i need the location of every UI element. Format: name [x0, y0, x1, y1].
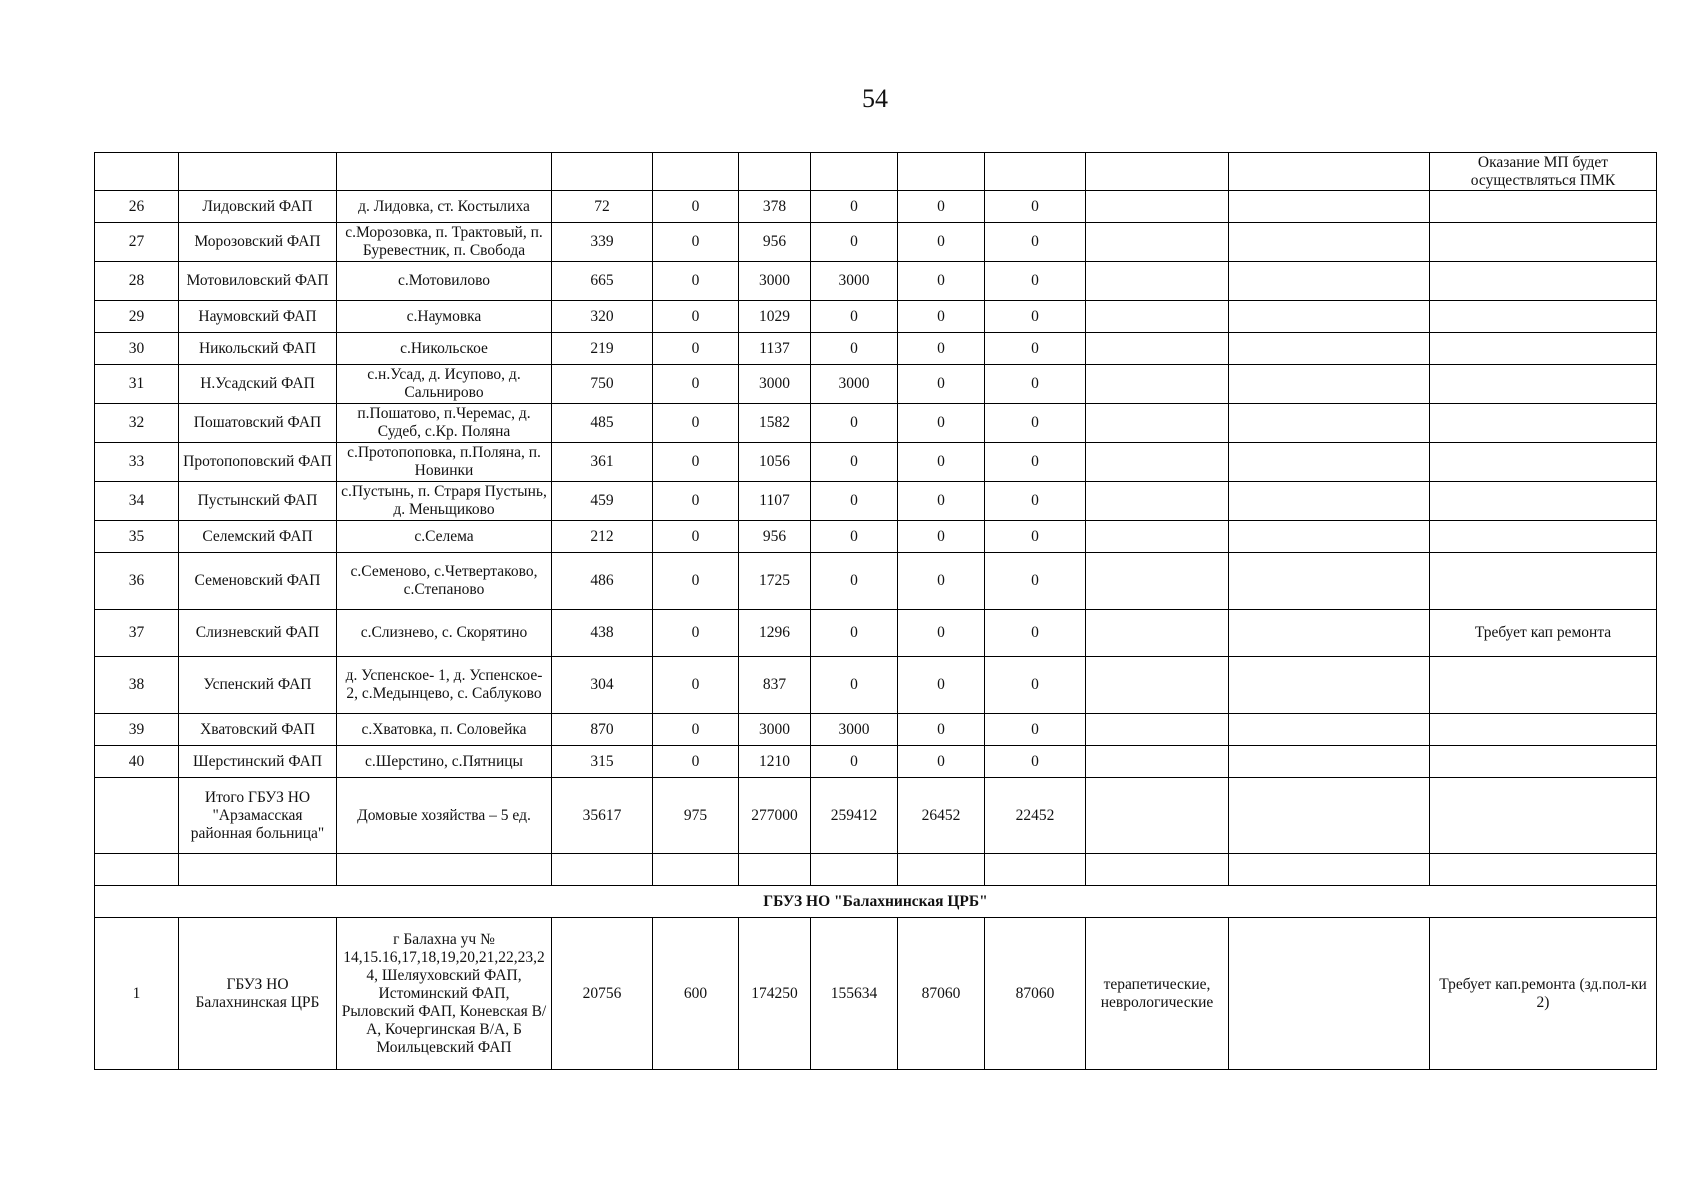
cell-empty: [1086, 854, 1229, 886]
cell-c9: 0: [985, 521, 1086, 553]
cell-c7: 3000: [811, 714, 898, 746]
cell-note: [1430, 301, 1657, 333]
cell-c8: 0: [898, 443, 985, 482]
cell-note: [1430, 262, 1657, 301]
cell-name: Никольский ФАП: [179, 333, 337, 365]
cell-c6: 1137: [739, 333, 811, 365]
page-number: 54: [862, 84, 888, 113]
continuation-row: [95, 153, 1657, 191]
table-row: [95, 746, 1657, 778]
cell-c6: 3000: [739, 262, 811, 301]
cell-c4: 485: [552, 404, 653, 443]
cell-c7: 0: [811, 404, 898, 443]
cell-num: 29: [95, 301, 179, 333]
table-row: [95, 553, 1657, 610]
cell-c4: 320: [552, 301, 653, 333]
cell-c11: [1229, 262, 1430, 301]
cell-empty: [337, 854, 552, 886]
cell-empty: [552, 153, 653, 191]
cell-num: 35: [95, 521, 179, 553]
cell-c9: 22452: [985, 778, 1086, 854]
cell-c6: 3000: [739, 365, 811, 404]
cell-c6: 174250: [739, 918, 811, 1070]
cell-c7: 0: [811, 301, 898, 333]
cell-name: Шерстинский ФАП: [179, 746, 337, 778]
cell-num: 33: [95, 443, 179, 482]
cell-c5: 0: [653, 333, 739, 365]
cell-c9: 0: [985, 657, 1086, 714]
cell-c10: [1086, 365, 1229, 404]
cell-c4: 438: [552, 610, 653, 657]
cell-num: 40: [95, 746, 179, 778]
cell-settlements: с.Никольское: [337, 333, 552, 365]
cell-note: [1430, 191, 1657, 223]
cell-c11: [1229, 301, 1430, 333]
cell-name: Пустынский ФАП: [179, 482, 337, 521]
cell-empty: [95, 854, 179, 886]
cell-empty: [898, 854, 985, 886]
cell-empty: [811, 854, 898, 886]
cell-name: Морозовский ФАП: [179, 223, 337, 262]
cell-name: Семеновский ФАП: [179, 553, 337, 610]
cell-empty: [552, 854, 653, 886]
table-row: [95, 223, 1657, 262]
cell-num: 1: [95, 918, 179, 1070]
cell-settlements: п.Пошатово, п.Черемас, д. Судеб, с.Кр. Поляна: [337, 404, 552, 443]
cell-name: Успенский ФАП: [179, 657, 337, 714]
cell-empty: [739, 854, 811, 886]
cell-c9: 0: [985, 482, 1086, 521]
cell-c8: 0: [898, 333, 985, 365]
cell-settlements: с.Хватовка, п. Соловейка: [337, 714, 552, 746]
cell-name: Пошатовский ФАП: [179, 404, 337, 443]
cell-c9: 87060: [985, 918, 1086, 1070]
cell-settlements: с.Протопоповка, п.Поляна, п. Новинки: [337, 443, 552, 482]
cell-c11: [1229, 191, 1430, 223]
cell-c5: 0: [653, 746, 739, 778]
cell-c11: [1229, 333, 1430, 365]
cell-c8: 87060: [898, 918, 985, 1070]
cell-num: 37: [95, 610, 179, 657]
table-row: [95, 262, 1657, 301]
spacer-row: [95, 854, 1657, 886]
cell-note: Оказание МП будет осуществляться ПМК: [1430, 153, 1657, 191]
cell-name: Мотовиловский ФАП: [179, 262, 337, 301]
cell-c4: 665: [552, 262, 653, 301]
cell-c7: 0: [811, 333, 898, 365]
cell-c4: 212: [552, 521, 653, 553]
table-row: [95, 301, 1657, 333]
cell-empty: [95, 153, 179, 191]
cell-c9: 0: [985, 333, 1086, 365]
cell-c7: 0: [811, 482, 898, 521]
cell-c9: 0: [985, 301, 1086, 333]
cell-c9: 0: [985, 262, 1086, 301]
cell-c6: 277000: [739, 778, 811, 854]
cell-c8: 0: [898, 482, 985, 521]
cell-settlements: с.Селема: [337, 521, 552, 553]
cell-c8: 0: [898, 262, 985, 301]
cell-c7: 3000: [811, 262, 898, 301]
cell-name: Протопоповский ФАП: [179, 443, 337, 482]
table-row: [95, 918, 1657, 1070]
table-row: [95, 521, 1657, 553]
cell-c4: 219: [552, 333, 653, 365]
cell-c11: [1229, 404, 1430, 443]
cell-c10: [1086, 333, 1229, 365]
cell-c9: 0: [985, 746, 1086, 778]
table-row: [95, 404, 1657, 443]
cell-note: [1430, 521, 1657, 553]
cell-empty: [1430, 854, 1657, 886]
cell-c10: [1086, 714, 1229, 746]
cell-c8: 0: [898, 223, 985, 262]
cell-settlements: с.Семеново, с.Четвертаково, с.Степаново: [337, 553, 552, 610]
cell-c5: 0: [653, 714, 739, 746]
cell-c9: 0: [985, 553, 1086, 610]
cell-c9: 0: [985, 365, 1086, 404]
cell-c7: 155634: [811, 918, 898, 1070]
cell-c11: [1229, 521, 1430, 553]
cell-num: 38: [95, 657, 179, 714]
table-row: [95, 443, 1657, 482]
cell-c6: 1029: [739, 301, 811, 333]
cell-num: 31: [95, 365, 179, 404]
cell-c10: [1086, 482, 1229, 521]
cell-c5: 0: [653, 657, 739, 714]
cell-settlements: с.Морозовка, п. Трактовый, п. Буревестник, п. Свобода: [337, 223, 552, 262]
cell-c8: 0: [898, 657, 985, 714]
cell-num: 27: [95, 223, 179, 262]
cell-c8: 0: [898, 365, 985, 404]
table-row: [95, 191, 1657, 223]
cell-c6: 1725: [739, 553, 811, 610]
cell-c10: [1086, 521, 1229, 553]
cell-c5: 600: [653, 918, 739, 1070]
cell-note: [1430, 746, 1657, 778]
cell-settlements: с.Пустынь, п. Страря Пустынь, д. Меньщиково: [337, 482, 552, 521]
cell-c5: 0: [653, 365, 739, 404]
cell-c9: 0: [985, 443, 1086, 482]
cell-settlements: Домовые хозяйства – 5 ед.: [337, 778, 552, 854]
cell-empty: [653, 854, 739, 886]
cell-c11: [1229, 365, 1430, 404]
cell-num: 28: [95, 262, 179, 301]
cell-c7: 0: [811, 553, 898, 610]
cell-c5: 0: [653, 191, 739, 223]
cell-c10: [1086, 191, 1229, 223]
cell-c11: [1229, 443, 1430, 482]
cell-c10: терапетические, неврологические: [1086, 918, 1229, 1070]
cell-c10: [1086, 610, 1229, 657]
cell-note: [1430, 365, 1657, 404]
cell-note: Требует кап.ремонта (зд.пол-ки 2): [1430, 918, 1657, 1070]
cell-num: 39: [95, 714, 179, 746]
cell-c9: 0: [985, 404, 1086, 443]
cell-c6: 1107: [739, 482, 811, 521]
cell-c6: 837: [739, 657, 811, 714]
cell-c5: 0: [653, 610, 739, 657]
cell-settlements: д. Лидовка, ст. Костылиха: [337, 191, 552, 223]
cell-c7: 0: [811, 223, 898, 262]
cell-c8: 0: [898, 553, 985, 610]
cell-empty: [179, 854, 337, 886]
cell-c8: 0: [898, 191, 985, 223]
cell-settlements: с.Шерстино, с.Пятницы: [337, 746, 552, 778]
cell-settlements: г Балахна уч № 14,15.16,17,18,19,20,21,22,23,24, Шеляуховский ФАП, Истоминский ФАП, Рыловский ФАП, Коневская В/А, Кочергинская В/А, Б Моильцевский ФАП: [337, 918, 552, 1070]
cell-empty: [739, 153, 811, 191]
cell-c11: [1229, 482, 1430, 521]
cell-c6: 956: [739, 521, 811, 553]
cell-note: [1430, 223, 1657, 262]
cell-num: 34: [95, 482, 179, 521]
cell-empty: [985, 153, 1086, 191]
cell-note: [1430, 714, 1657, 746]
cell-c7: 3000: [811, 365, 898, 404]
cell-c5: 0: [653, 301, 739, 333]
cell-c5: 0: [653, 262, 739, 301]
cell-empty: [1229, 153, 1430, 191]
cell-c7: 0: [811, 746, 898, 778]
cell-c8: 0: [898, 610, 985, 657]
cell-c5: 0: [653, 443, 739, 482]
cell-c4: 304: [552, 657, 653, 714]
cell-c9: 0: [985, 610, 1086, 657]
cell-empty: [1086, 153, 1229, 191]
cell-num: 32: [95, 404, 179, 443]
cell-c11: [1229, 778, 1430, 854]
table-row: [95, 657, 1657, 714]
cell-c6: 1582: [739, 404, 811, 443]
cell-name: Итого ГБУЗ НО "Арзамасская районная больница": [179, 778, 337, 854]
table-row: [95, 714, 1657, 746]
cell-name: Н.Усадский ФАП: [179, 365, 337, 404]
facilities-table: [94, 152, 1657, 1070]
cell-note: Требует кап ремонта: [1430, 610, 1657, 657]
cell-c10: [1086, 657, 1229, 714]
cell-c10: [1086, 746, 1229, 778]
cell-note: [1430, 553, 1657, 610]
cell-name: Лидовский ФАП: [179, 191, 337, 223]
cell-c5: 0: [653, 223, 739, 262]
table-row: [95, 610, 1657, 657]
cell-name: ГБУЗ НО Балахнинская ЦРБ: [179, 918, 337, 1070]
table-row: [95, 482, 1657, 521]
table-row: [95, 333, 1657, 365]
cell-num: 26: [95, 191, 179, 223]
cell-c7: 0: [811, 191, 898, 223]
cell-c5: 0: [653, 404, 739, 443]
cell-c4: 72: [552, 191, 653, 223]
cell-note: [1430, 482, 1657, 521]
cell-settlements: с.н.Усад, д. Исупово, д. Сальнирово: [337, 365, 552, 404]
cell-name: Хватовский ФАП: [179, 714, 337, 746]
cell-empty: [1229, 854, 1430, 886]
cell-c4: 459: [552, 482, 653, 521]
table-row: [95, 365, 1657, 404]
cell-c7: 0: [811, 521, 898, 553]
cell-c4: 315: [552, 746, 653, 778]
total-row: [95, 778, 1657, 854]
cell-num: 36: [95, 553, 179, 610]
cell-settlements: с.Наумовка: [337, 301, 552, 333]
cell-c8: 0: [898, 714, 985, 746]
section-row: [95, 886, 1657, 918]
cell-c4: 750: [552, 365, 653, 404]
cell-c6: 956: [739, 223, 811, 262]
cell-c9: 0: [985, 191, 1086, 223]
cell-empty: [179, 153, 337, 191]
cell-c7: 259412: [811, 778, 898, 854]
cell-c5: 0: [653, 553, 739, 610]
cell-note: [1430, 404, 1657, 443]
cell-c7: 0: [811, 443, 898, 482]
cell-settlements: с.Слизнево, с. Скорятино: [337, 610, 552, 657]
cell-c10: [1086, 443, 1229, 482]
cell-name: Селемский ФАП: [179, 521, 337, 553]
cell-note: [1430, 443, 1657, 482]
cell-c9: 0: [985, 714, 1086, 746]
cell-num: [95, 778, 179, 854]
cell-settlements: с.Мотовилово: [337, 262, 552, 301]
section-title: ГБУЗ НО "Балахнинская ЦРБ": [95, 886, 1657, 918]
cell-c10: [1086, 301, 1229, 333]
cell-settlements: д. Успенское- 1, д. Успенское- 2, с.Медынцево, с. Саблуково: [337, 657, 552, 714]
cell-c11: [1229, 223, 1430, 262]
cell-empty: [985, 854, 1086, 886]
cell-note: [1430, 657, 1657, 714]
cell-c6: 1296: [739, 610, 811, 657]
cell-empty: [653, 153, 739, 191]
cell-c8: 0: [898, 301, 985, 333]
cell-c6: 1056: [739, 443, 811, 482]
cell-c4: 339: [552, 223, 653, 262]
cell-c4: 361: [552, 443, 653, 482]
cell-c4: 486: [552, 553, 653, 610]
cell-c10: [1086, 778, 1229, 854]
cell-c11: [1229, 714, 1430, 746]
cell-num: 30: [95, 333, 179, 365]
cell-name: Наумовский ФАП: [179, 301, 337, 333]
cell-c7: 0: [811, 610, 898, 657]
cell-c11: [1229, 553, 1430, 610]
cell-c5: 0: [653, 482, 739, 521]
cell-c11: [1229, 610, 1430, 657]
cell-c6: 3000: [739, 714, 811, 746]
cell-c4: 35617: [552, 778, 653, 854]
cell-c10: [1086, 223, 1229, 262]
cell-c8: 26452: [898, 778, 985, 854]
cell-note: [1430, 333, 1657, 365]
cell-c10: [1086, 553, 1229, 610]
cell-c8: 0: [898, 746, 985, 778]
cell-c9: 0: [985, 223, 1086, 262]
cell-c8: 0: [898, 521, 985, 553]
cell-c11: [1229, 657, 1430, 714]
cell-empty: [337, 153, 552, 191]
cell-note: [1430, 778, 1657, 854]
cell-c11: [1229, 918, 1430, 1070]
cell-c5: 0: [653, 521, 739, 553]
cell-c11: [1229, 746, 1430, 778]
cell-c8: 0: [898, 404, 985, 443]
cell-c4: 870: [552, 714, 653, 746]
cell-c6: 1210: [739, 746, 811, 778]
cell-c4: 20756: [552, 918, 653, 1070]
cell-c7: 0: [811, 657, 898, 714]
cell-empty: [811, 153, 898, 191]
cell-c6: 378: [739, 191, 811, 223]
cell-c10: [1086, 262, 1229, 301]
cell-c5: 975: [653, 778, 739, 854]
cell-empty: [898, 153, 985, 191]
cell-c10: [1086, 404, 1229, 443]
cell-name: Слизневский ФАП: [179, 610, 337, 657]
